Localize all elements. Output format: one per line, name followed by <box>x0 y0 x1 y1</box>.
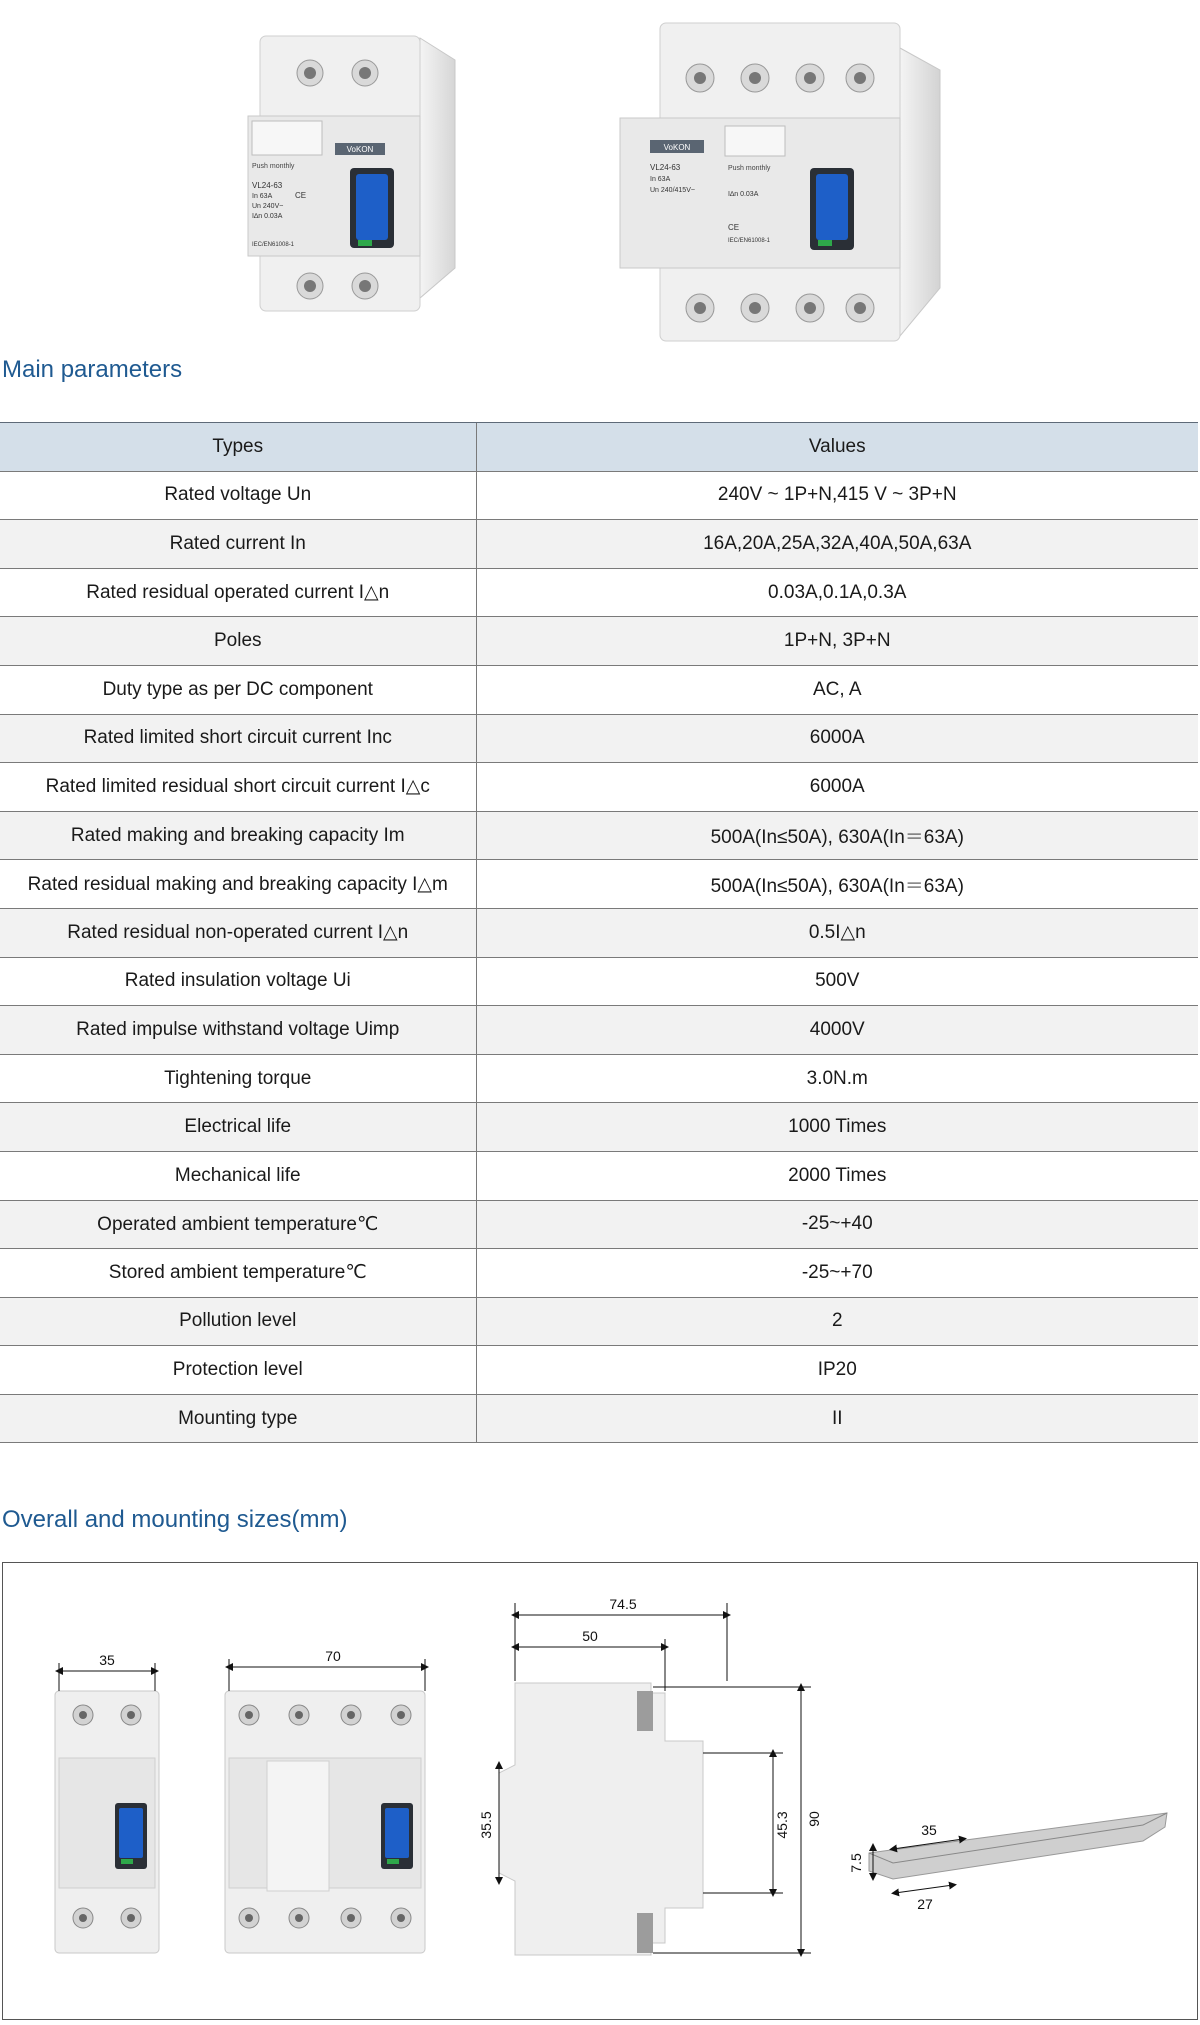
param-type: Poles <box>0 617 476 666</box>
dim-width-2p: 35 <box>99 1652 115 1668</box>
table-row <box>0 1006 1198 1055</box>
param-type: Electrical life <box>0 1103 476 1152</box>
table-row <box>0 665 1198 714</box>
param-type: Rated residual operated current I△n <box>0 568 476 617</box>
table-row <box>0 1346 1198 1395</box>
param-value: 6000A <box>476 714 1198 763</box>
table-row <box>0 520 1198 569</box>
param-value: -25~+70 <box>476 1249 1198 1298</box>
voltage-label: Un 240V~ <box>252 203 284 210</box>
param-type: Rated limited residual short circuit current I△c <box>0 763 476 812</box>
param-value: 0.03A,0.1A,0.3A <box>476 568 1198 617</box>
table-header-row <box>0 423 1198 472</box>
param-value: -25~+40 <box>476 1200 1198 1249</box>
param-value: 1000 Times <box>476 1103 1198 1152</box>
dim-rail-width: 35 <box>921 1822 937 1838</box>
rating-label: In 63A <box>252 193 273 200</box>
table-row <box>0 1297 1198 1346</box>
model-label: VL24-63 <box>252 181 283 190</box>
param-value: 240V ~ 1P+N,415 V ~ 3P+N <box>476 471 1198 520</box>
table-row <box>0 1394 1198 1443</box>
param-value: IP20 <box>476 1346 1198 1395</box>
standard-label: IEC/EN61008-1 <box>252 242 295 248</box>
param-value: 3.0N.m <box>476 1054 1198 1103</box>
side-view <box>478 1596 822 1955</box>
header-types: Types <box>0 423 476 472</box>
toggle-handle <box>816 174 848 240</box>
param-type: Rated voltage Un <box>0 471 476 520</box>
dimension-drawings <box>3 1563 1197 2019</box>
param-value: 6000A <box>476 763 1198 812</box>
table-row <box>0 860 1198 909</box>
param-value: 500A(In≤50A), 630A(In＝63A) <box>476 811 1198 860</box>
dim-width-4p: 70 <box>325 1648 341 1664</box>
table-row <box>0 1103 1198 1152</box>
table-row <box>0 714 1198 763</box>
param-value: 1P+N, 3P+N <box>476 617 1198 666</box>
param-type: Mounting type <box>0 1394 476 1443</box>
residual-label: I∆n 0.03A <box>252 213 283 220</box>
rcd-2-pole-photo <box>240 18 460 318</box>
table-row <box>0 617 1198 666</box>
table-row <box>0 811 1198 860</box>
table-row <box>0 1200 1198 1249</box>
standard-label: IEC/EN61008-1 <box>728 238 771 244</box>
rcd-4-pole-photo <box>610 18 950 348</box>
ce-mark: CE <box>728 223 740 232</box>
table-row <box>0 1249 1198 1298</box>
param-value: 0.5I△n <box>476 908 1198 957</box>
din-rail-drawing <box>848 1813 1167 1912</box>
residual-label: I∆n 0.03A <box>728 191 759 198</box>
model-label: VL24-63 <box>650 163 681 172</box>
param-value: AC, A <box>476 665 1198 714</box>
param-type: Stored ambient temperature℃ <box>0 1249 476 1298</box>
toggle-handle <box>356 174 388 240</box>
param-type: Duty type as per DC component <box>0 665 476 714</box>
table-row <box>0 1151 1198 1200</box>
param-type: Rated making and breaking capacity Im <box>0 811 476 860</box>
param-value: 500A(In≤50A), 630A(In＝63A) <box>476 860 1198 909</box>
header-values: Values <box>476 423 1198 472</box>
param-value: 2000 Times <box>476 1151 1198 1200</box>
front-view-2-pole <box>55 1652 159 1953</box>
param-value: 4000V <box>476 1006 1198 1055</box>
param-type: Rated residual making and breaking capacity I△m <box>0 860 476 909</box>
brand-badge: VoKON <box>663 143 691 152</box>
param-value: II <box>476 1394 1198 1443</box>
push-monthly-label: Push monthly <box>252 163 295 170</box>
param-type: Rated current In <box>0 520 476 569</box>
param-value: 500V <box>476 957 1198 1006</box>
table-row <box>0 763 1198 812</box>
param-type: Pollution level <box>0 1297 476 1346</box>
parameters-table <box>0 422 1198 1443</box>
ce-mark: CE <box>295 191 307 200</box>
dim-front-height: 45.3 <box>774 1811 790 1839</box>
table-row <box>0 568 1198 617</box>
dim-rail-depth: 7.5 <box>848 1853 864 1873</box>
param-value: 16A,20A,25A,32A,40A,50A,63A <box>476 520 1198 569</box>
param-type: Operated ambient temperature℃ <box>0 1200 476 1249</box>
param-type: Protection level <box>0 1346 476 1395</box>
rating-label: In 63A <box>650 176 671 183</box>
param-type: Tightening torque <box>0 1054 476 1103</box>
param-type: Rated limited short circuit current Inc <box>0 714 476 763</box>
dim-rail-base: 27 <box>917 1896 933 1912</box>
main-parameters-title: Main parameters <box>2 356 183 383</box>
brand-badge: VoKON <box>346 145 374 154</box>
dim-depth-front: 50 <box>582 1628 598 1644</box>
table-row <box>0 1054 1198 1103</box>
param-type: Rated insulation voltage Ui <box>0 957 476 1006</box>
voltage-label: Un 240/415V~ <box>650 187 695 194</box>
front-view-4-pole <box>225 1648 425 1953</box>
dim-rail-height: 35.5 <box>478 1811 494 1839</box>
param-type: Rated residual non-operated current I△n <box>0 908 476 957</box>
table-row <box>0 908 1198 957</box>
dimensions-title: Overall and mounting sizes(mm) <box>2 1506 348 1533</box>
dim-depth-total: 74.5 <box>609 1596 637 1612</box>
table-row <box>0 471 1198 520</box>
table-row <box>0 957 1198 1006</box>
dim-total-height: 90 <box>806 1811 822 1827</box>
param-type: Rated impulse withstand voltage Uimp <box>0 1006 476 1055</box>
param-value: 2 <box>476 1297 1198 1346</box>
param-type: Mechanical life <box>0 1151 476 1200</box>
dimensions-drawing-box <box>2 1562 1198 2020</box>
push-monthly-label: Push monthly <box>728 165 771 172</box>
